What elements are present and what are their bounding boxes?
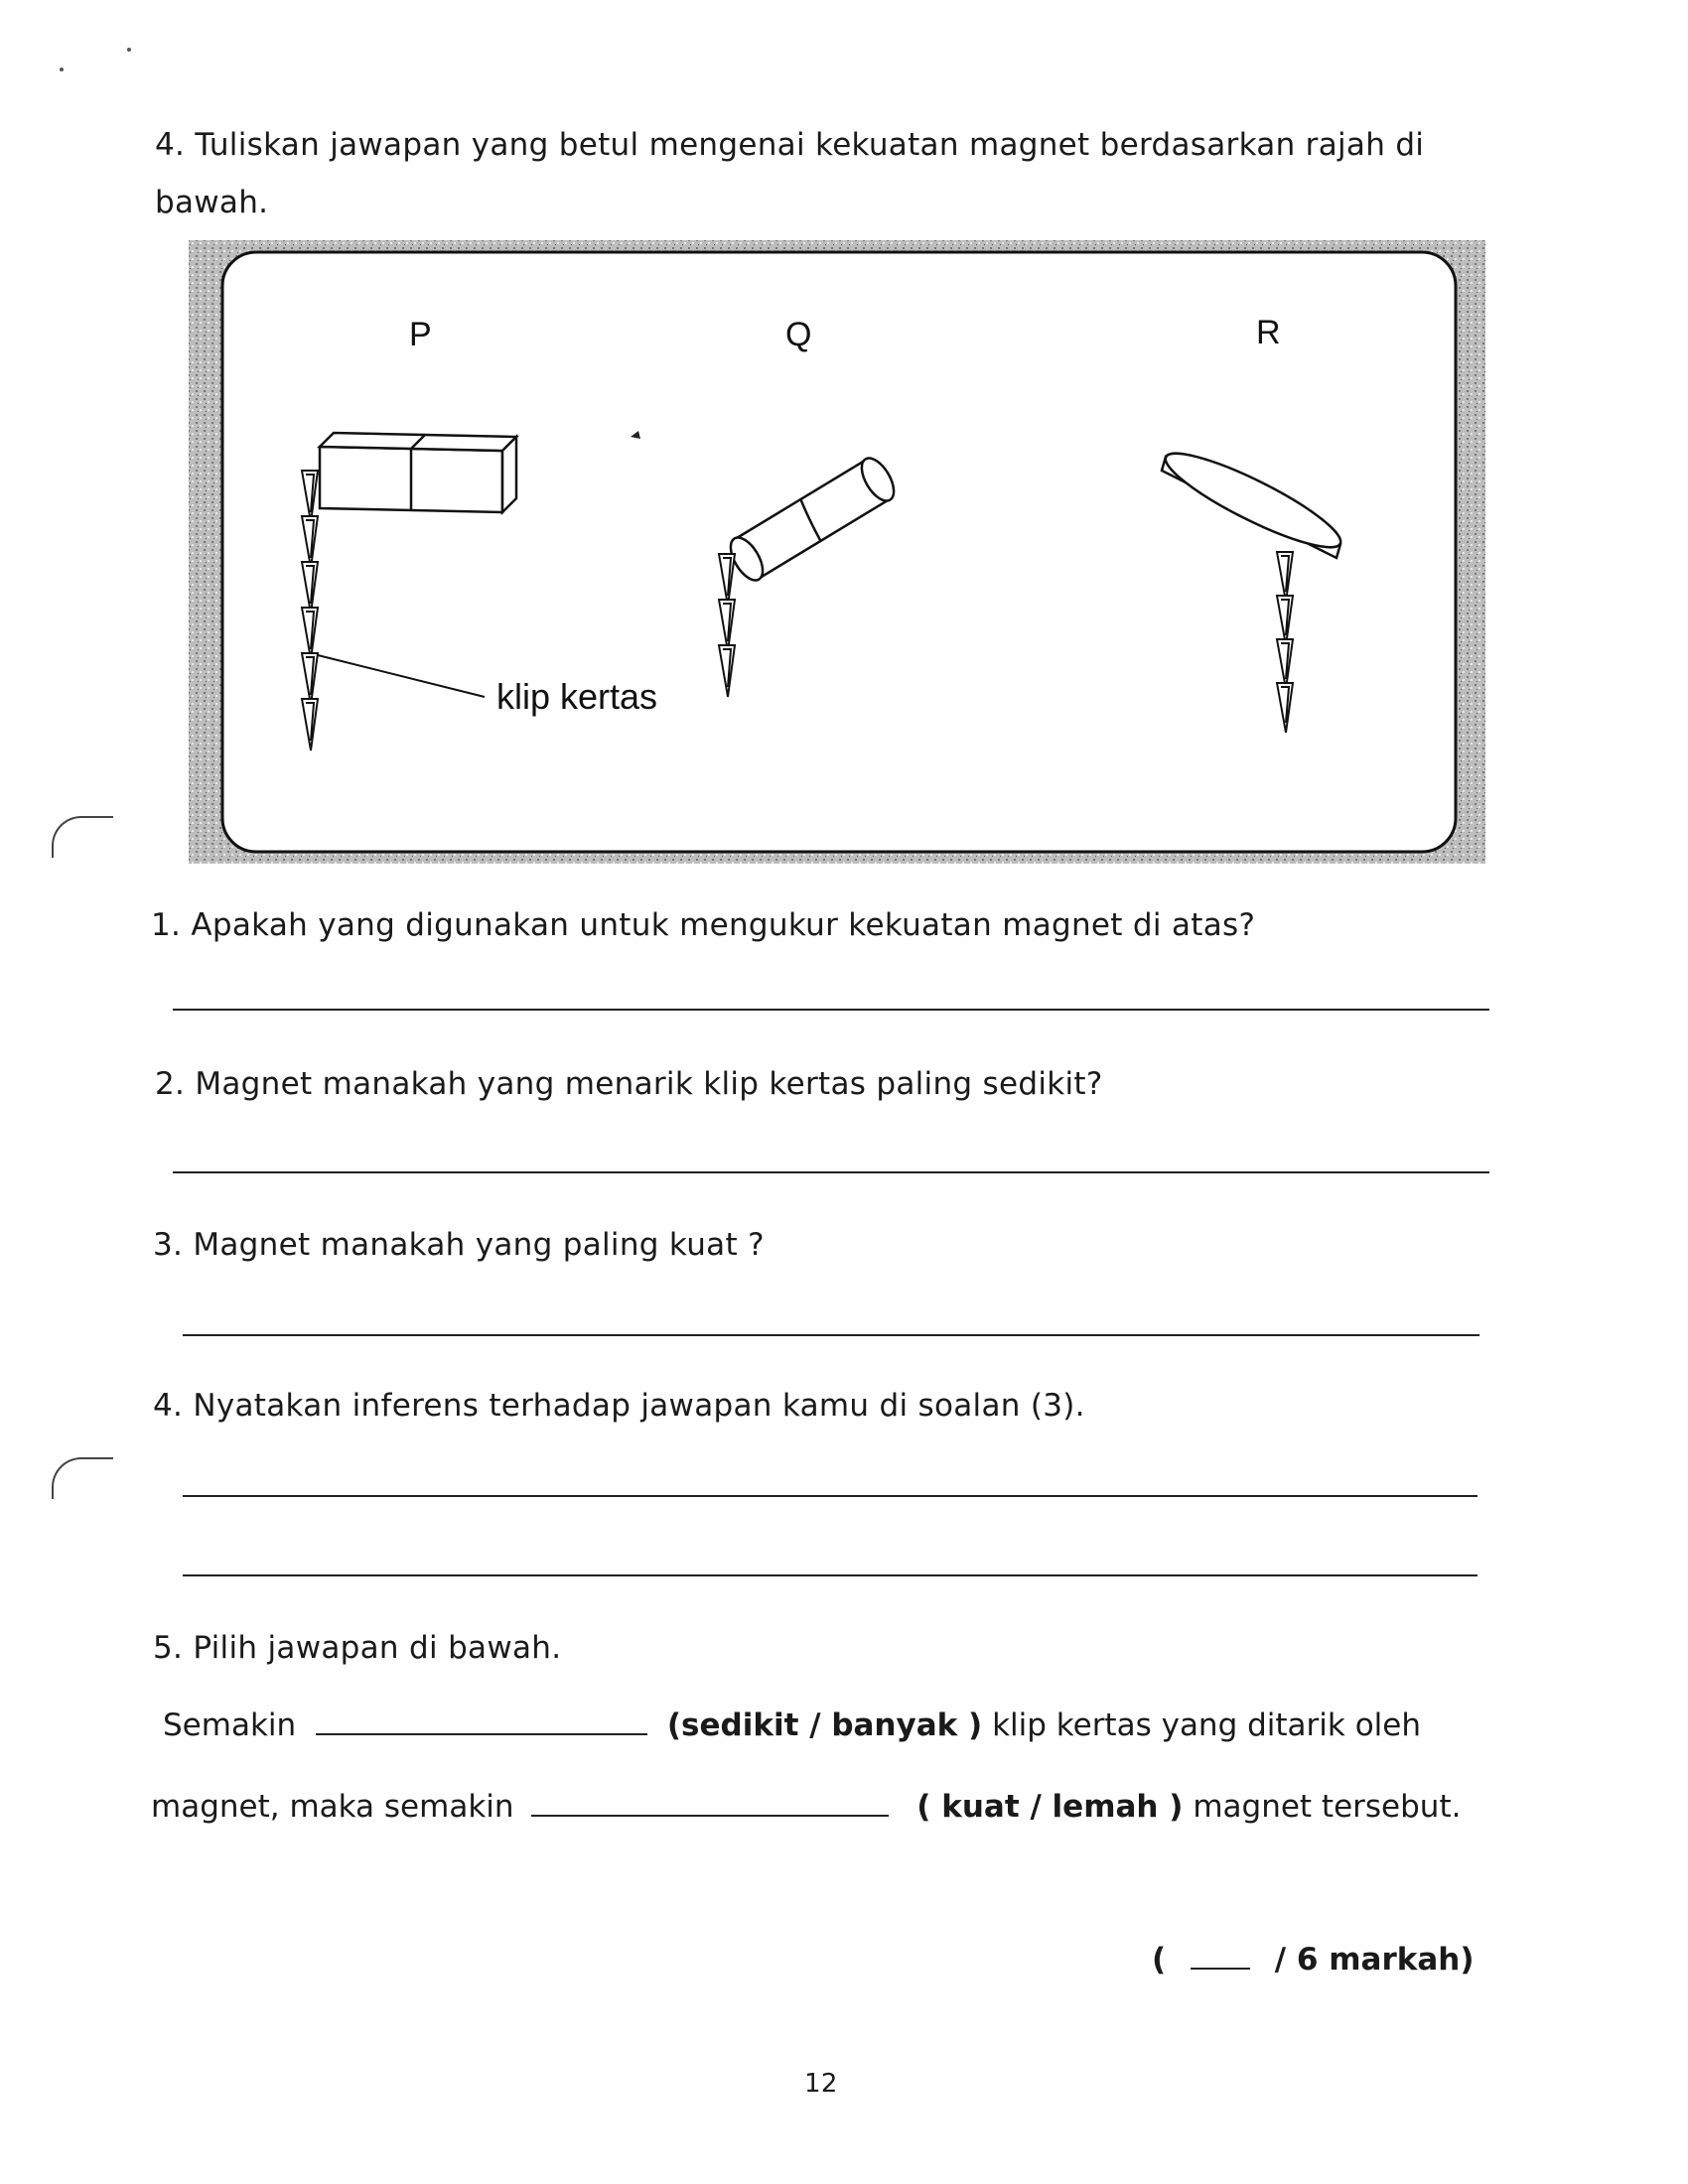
- marks-blank[interactable]: [1191, 1944, 1250, 1970]
- punch-hole-mark: [52, 1457, 113, 1499]
- marks-open: (: [1152, 1942, 1167, 1978]
- fill-in-blank-2[interactable]: [531, 1791, 889, 1817]
- answer-line-4a[interactable]: [183, 1495, 1477, 1497]
- answer-line-4b[interactable]: [183, 1574, 1477, 1576]
- fill-in-blank-1[interactable]: [316, 1709, 647, 1735]
- scan-speck: [60, 68, 64, 71]
- callout-label-klip-kertas: klip kertas: [496, 676, 658, 717]
- scan-speck: [127, 48, 131, 52]
- question-2: 2. Magnet manakah yang menarik klip kertas paling sedikit?: [155, 1066, 1103, 1102]
- question-heading-cont: bawah.: [155, 185, 269, 220]
- choice-sedikit-banyak: (sedikit / banyak ): [666, 1707, 983, 1743]
- question-1: 1. Apakah yang digunakan untuk mengukur kekuatan magnet di atas?: [151, 907, 1256, 943]
- magnet-label-q: Q: [785, 316, 812, 353]
- magnet-figure: [187, 238, 1487, 866]
- marks-box: [1152, 1942, 1475, 1978]
- punch-hole-mark: [52, 816, 113, 858]
- bar-magnet-p: [320, 433, 516, 512]
- fill-in-line2-end: magnet tersebut.: [1193, 1789, 1462, 1825]
- fill-in-semakin: Semakin: [163, 1707, 297, 1743]
- fill-in-magnet-maka: magnet, maka semakin: [151, 1789, 514, 1825]
- magnet-label-r: R: [1256, 314, 1281, 351]
- question-5: 5. Pilih jawapan di bawah.: [153, 1630, 562, 1666]
- magnet-label-p: P: [409, 316, 432, 353]
- fill-in-line-2: [151, 1789, 1461, 1825]
- page-number: 12: [804, 2069, 838, 2099]
- question-4: 4. Nyatakan inferens terhadap jawapan kamu di soalan (3).: [153, 1388, 1085, 1424]
- answer-line-3[interactable]: [183, 1334, 1479, 1336]
- choice-kuat-lemah: ( kuat / lemah ): [916, 1789, 1184, 1825]
- answer-line-2[interactable]: [173, 1171, 1489, 1173]
- fill-in-line-1: [163, 1707, 1421, 1743]
- marks-total: / 6 markah): [1274, 1942, 1475, 1978]
- fill-in-line1-end: klip kertas yang ditarik oleh: [992, 1707, 1422, 1743]
- answer-line-1[interactable]: [173, 1009, 1489, 1011]
- question-3: 3. Magnet manakah yang paling kuat ?: [153, 1227, 765, 1263]
- question-heading: 4. Tuliskan jawapan yang betul mengenai kekuatan magnet berdasarkan rajah di: [155, 127, 1425, 163]
